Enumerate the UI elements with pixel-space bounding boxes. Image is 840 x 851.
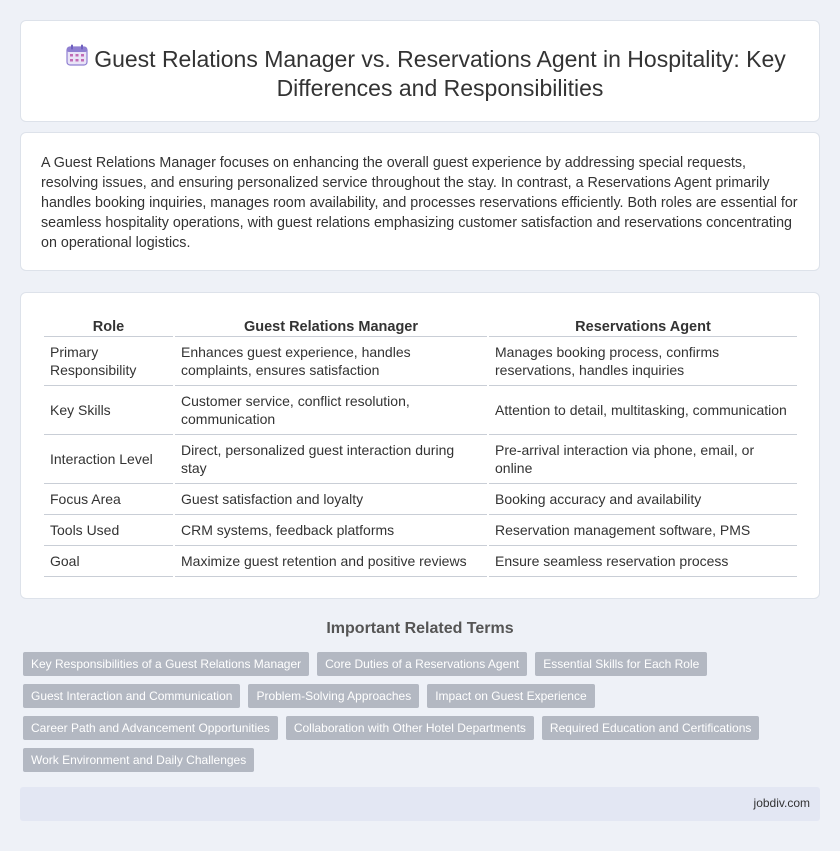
table-cell: Reservation management software, PMS xyxy=(489,515,797,546)
header-reservations-agent: Reservations Agent xyxy=(489,315,797,337)
table-cell: Direct, personalized guest interaction during stay xyxy=(175,435,487,484)
intro-card xyxy=(20,132,820,271)
table-cell: Customer service, conflict resolution, communication xyxy=(175,386,487,435)
header-role: Role xyxy=(44,315,173,337)
related-term-tag[interactable]: Essential Skills for Each Role xyxy=(535,652,707,676)
table-cell: Maximize guest retention and positive reviews xyxy=(175,546,487,577)
footer xyxy=(20,787,820,821)
footer-site-link[interactable]: jobdiv.com xyxy=(753,796,810,810)
table-row xyxy=(44,484,797,515)
intro-paragraph: A Guest Relations Manager focuses on enhancing the overall guest experience by addressing special requests, resolving issues, and ensuring personalized service throughout the stay. In contrast, a Reservations Agent primarily handles booking inquiries, manages room availability, and processes reservations efficiently. Both roles are essential for seamless hospitality operations, with guest relations emphasizing customer satisfaction and reservations concentrating on operational logistics. xyxy=(41,155,798,251)
header-guest-relations-manager: Guest Relations Manager xyxy=(175,315,487,337)
related-terms-heading: Important Related Terms xyxy=(326,620,514,637)
table-cell: Pre-arrival interaction via phone, email, or online xyxy=(489,435,797,484)
table-row xyxy=(44,435,797,484)
table-row xyxy=(44,386,797,435)
related-term-tag[interactable]: Impact on Guest Experience xyxy=(427,684,594,708)
table-row xyxy=(44,515,797,546)
title-card xyxy=(20,20,820,122)
row-label: Goal xyxy=(44,546,173,577)
comparison-table xyxy=(42,315,799,577)
row-label: Tools Used xyxy=(44,515,173,546)
related-term-tag[interactable]: Collaboration with Other Hotel Departments xyxy=(286,716,534,740)
table-header-row xyxy=(44,315,797,337)
table-row xyxy=(44,546,797,577)
related-term-tag[interactable]: Problem-Solving Approaches xyxy=(248,684,419,708)
table-cell: CRM systems, feedback platforms xyxy=(175,515,487,546)
row-label: Key Skills xyxy=(44,386,173,435)
table-cell: Guest satisfaction and loyalty xyxy=(175,484,487,515)
related-terms-list xyxy=(23,652,803,772)
related-term-tag[interactable]: Career Path and Advancement Opportunities xyxy=(23,716,278,740)
row-label: Interaction Level xyxy=(44,435,173,484)
comparison-card xyxy=(20,292,820,599)
related-term-tag[interactable]: Key Responsibilities of a Guest Relations Manager xyxy=(23,652,309,676)
table-cell: Attention to detail, multitasking, communication xyxy=(489,386,797,435)
table-cell: Booking accuracy and availability xyxy=(489,484,797,515)
related-term-tag[interactable]: Work Environment and Daily Challenges xyxy=(23,748,254,772)
table-cell: Ensure seamless reservation process xyxy=(489,546,797,577)
table-cell: Manages booking process, confirms reservations, handles inquiries xyxy=(489,337,797,386)
page-title: Guest Relations Manager vs. Reservations Agent in Hospitality: Key Differences and Responsibilities xyxy=(94,46,786,101)
related-term-tag[interactable]: Required Education and Certifications xyxy=(542,716,759,740)
table-cell: Enhances guest experience, handles complaints, ensures satisfaction xyxy=(175,337,487,386)
row-label: Primary Responsibility xyxy=(44,337,173,386)
table-row xyxy=(44,337,797,386)
related-term-tag[interactable]: Guest Interaction and Communication xyxy=(23,684,240,708)
related-term-tag[interactable]: Core Duties of a Reservations Agent xyxy=(317,652,527,676)
row-label: Focus Area xyxy=(44,484,173,515)
